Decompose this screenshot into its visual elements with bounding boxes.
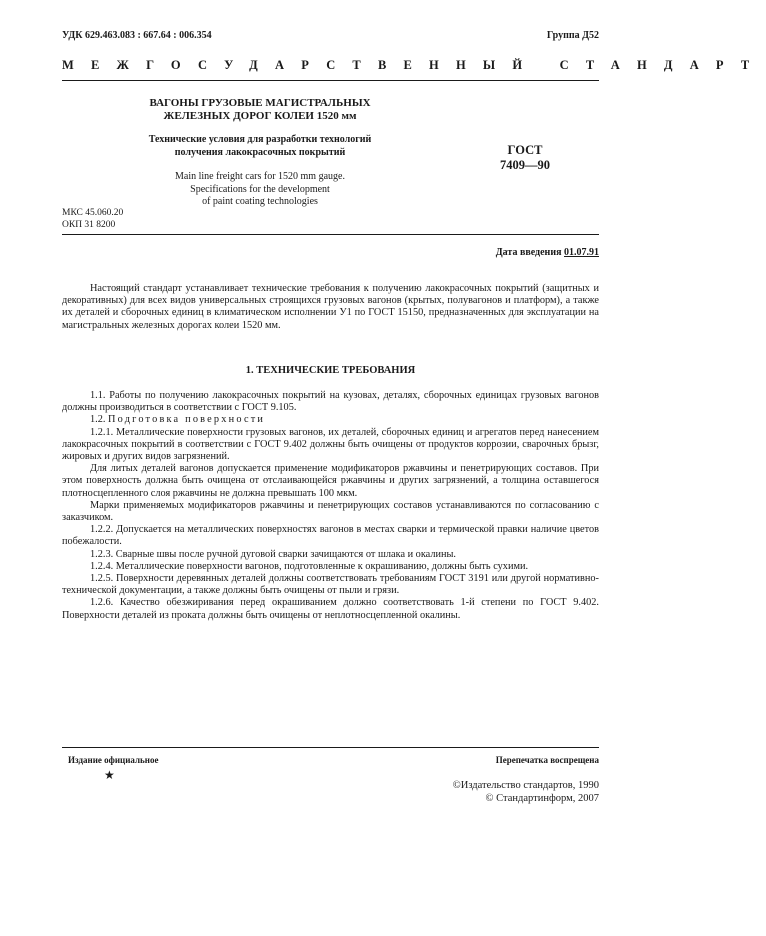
effective-date-value: 01.07.91 [564,247,599,258]
intro-text: Настоящий стандарт устанавливает технические требования к получению лакокрасочных покрытий (защитных и декоративных) для всех видов универсальных строящихся грузовых вагонов (крытых, полувагонов и платформ), а также их деталей и сборочных единиц в климатическом исполнении У1 по ГОСТ 15150, предназначенных для эксплуатации на магистральных железных дорогах колеи 1520 мм. [62,283,599,331]
okp-code: ОКП 31 8200 [62,219,116,230]
star-mark: ★ [104,768,115,782]
banner-rule [62,80,599,81]
clause-modifier-marks: Марки применяемых модификаторов ржавчины и пенетрирующих составов устанавливаются по согласованию с заказчиком. [62,499,599,524]
document-title [100,97,420,123]
section-heading: 1. ТЕХНИЧЕСКИЕ ТРЕБОВАНИЯ [245,365,416,376]
clause-1-2-6: 1.2.6. Качество обезжиривания перед окрашиванием должно соответствовать 1-й степени по ГОСТ 9.402. Поверхности деталей из проката должны быть очищены от неплотносцепленной окалины. [62,597,599,621]
gost-label: ГОСТ [507,143,543,157]
mks-code: МКС 45.060.20 [62,208,124,218]
english-title-line-1: Main line freight cars for 1520 mm gauge. [175,171,345,182]
clause-1-2-5: 1.2.5. Поверхности деревянных деталей должны соответствовать требованиям ГОСТ 3191 или другой нормативно-технической документации, а также должны быть очищены от пыли и грязи. [62,573,599,597]
title-line-2: ЖЕЛЕЗНЫХ ДОРОГ КОЛЕИ 1520 мм [163,110,357,122]
document-subtitle [100,134,420,159]
gost-designation [480,143,570,173]
reprint-notice: Перепечатка воспрещена [495,755,599,765]
clause-1-2-3: 1.2.3. Сварные швы после ручной дуговой сварки зачищаются от шлака и окалины. [90,548,456,560]
clause-1-2-number: 1.2. [90,414,109,426]
copyright-block [453,779,599,805]
copyright-1990: ©Издательство стандартов, 1990 [452,780,599,791]
standard-banner: МЕЖГОСУДАРСТВЕННЫЙ СТАНДАРТ [62,58,766,72]
clause-1-1: 1.1. Работы по получению лакокрасочных покрытий на кузовах, деталях, сборочных единицах грузовых вагонов должны производиться в соответствии с ГОСТ 9.105. [62,390,599,414]
clause-1-2 [62,414,599,426]
subtitle-line-1: Технические условия для разработки технологий [148,134,372,145]
header-rule [62,234,599,235]
footer-rule [62,747,599,748]
title-line-1: ВАГОНЫ ГРУЗОВЫЕ МАГИСТРАЛЬНЫХ [149,97,371,109]
clause-1-2-title: Подготовка поверхности [108,414,266,426]
classification-codes [62,208,123,231]
clause-1-2-4: 1.2.4. Металлические поверхности вагонов, подготовленные к окрашиванию, должны быть сухими. [90,560,529,572]
clause-cast-parts: Для литых деталей вагонов допускается применение модификаторов ржавчины и пенетрирующих составов. При этом поверхность должна быть очищена от отслаивающейся ржавчины и других загрязнений, а толщина оставшегося плотносцепленного слоя ржавчины не должна превышать 100 мкм. [62,463,599,499]
intro-paragraph [62,283,599,332]
subtitle-line-2: получения лакокрасочных покрытий [174,146,346,158]
section-body [62,390,599,622]
english-title [100,171,420,209]
udk-code: УДК 629.463.083 : 667.64 : 006.354 [62,30,212,41]
clause-1-2-1: 1.2.1. Металлические поверхности грузовых вагонов, их деталей, сборочных единиц и агрегатов перед нанесением лакокрасочных покрытий в соответствии с ГОСТ 9.402 должны быть очищены от продуктов коррозии, сварочных брызг, жировых и других видов загрязнений. [62,426,599,463]
english-title-line-3: of paint coating technologies [202,196,318,207]
group-code: Группа Д52 [546,30,599,41]
official-edition: Издание официальное [68,755,159,765]
clause-1-2-2: 1.2.2. Допускается на металлических поверхностях вагонов в местах сварки и термической правки наличие цветов побежалости. [62,524,599,548]
effective-date [496,247,599,258]
copyright-2007: © Стандартинформ, 2007 [485,793,599,804]
gost-number: 7409—90 [500,158,550,172]
effective-date-label: Дата введения [495,247,564,258]
english-title-line-2: Specifications for the development [190,183,330,195]
